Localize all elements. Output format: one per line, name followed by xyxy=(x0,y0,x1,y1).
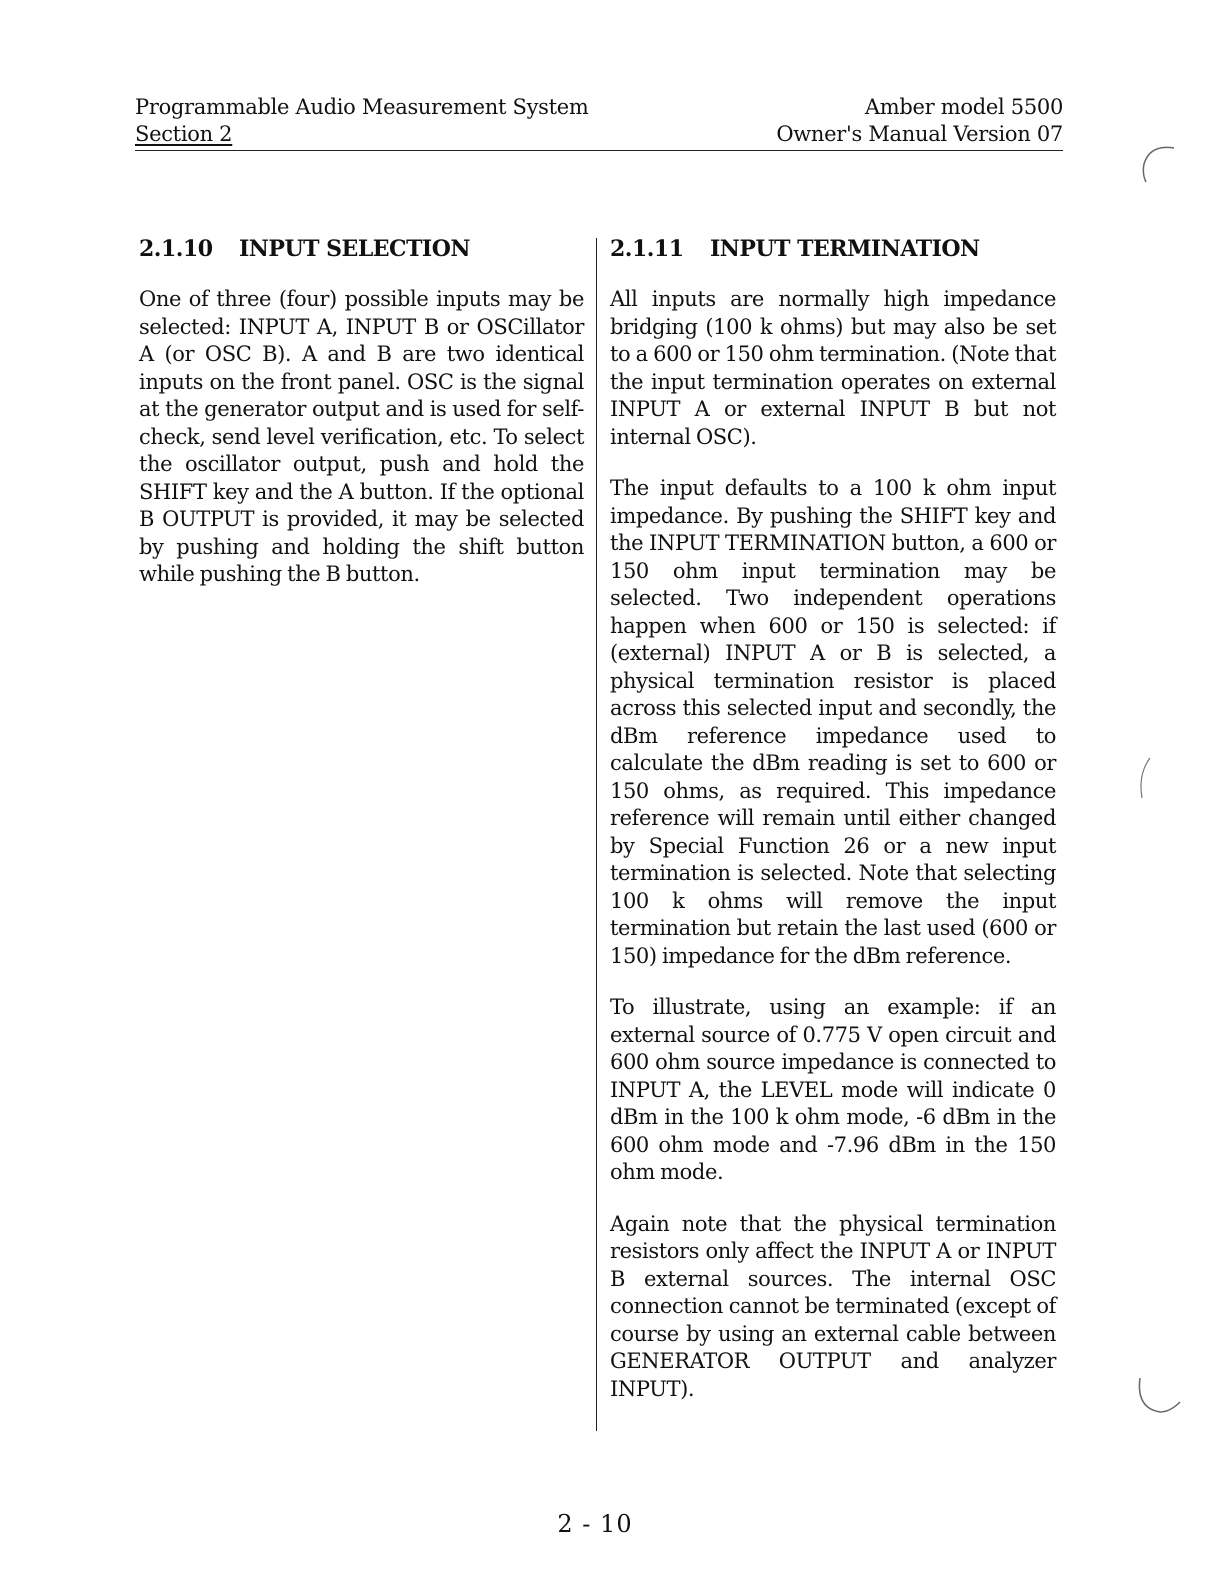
section-number: 2.1.11 xyxy=(610,236,684,262)
body-paragraph: All inputs are normally high impedance bridging (100 k ohms) but may also be set to a 600 or 150 ohm termination. (Note that the input termination operates on external INPUT A or external INPUT B but not internal OSC). xyxy=(610,287,1056,449)
section-number: 2.1.10 xyxy=(139,236,213,262)
page-number: 2 - 10 xyxy=(557,1510,633,1538)
manual-version: Owner's Manual Version 07 xyxy=(776,122,1063,146)
section-heading-input-selection xyxy=(139,234,584,264)
header-left xyxy=(135,94,589,148)
document-title: Programmable Audio Measurement System xyxy=(135,95,589,119)
column-divider xyxy=(596,238,597,1431)
section-label: Section 2 xyxy=(135,122,233,146)
body-paragraph: Again note that the physical termination resistors only affect the INPUT A or INPUT B external sources. The internal OSC connection cannot be terminated (except of course by using an external cable between GENERATOR OUTPUT and analyzer INPUT). xyxy=(610,1211,1056,1401)
section-title: INPUT TERMINATION xyxy=(710,236,980,262)
left-column xyxy=(139,234,584,613)
header-right xyxy=(776,94,1063,148)
section-title: INPUT SELECTION xyxy=(239,236,470,262)
body-paragraph: The input defaults to a 100 k ohm input impedance. By pushing the SHIFT key and the INPUT TERMINATION button, a 600 or 150 ohm input termination may be selected. Two independent operations happen when 600 or 150 is selected: if (external) INPUT A or B is selected, a physical termination resistor is placed across this selected input and secondly, the dBm reference impedance used to calculate the dBm reading is set to 600 or 150 ohms, as required. This impedance reference will remain until either changed by Special Function 26 or a new input termination is selected. Note that selecting 100 k ohms will remove the input termination but retain the last used (600 or 150) impedance for the dBm reference. xyxy=(610,476,1056,968)
right-column xyxy=(610,234,1056,1427)
product-model: Amber model 5500 xyxy=(864,95,1063,119)
binder-hole-mark-middle xyxy=(1136,756,1156,800)
body-paragraph: One of three (four) possible inputs may be selected: INPUT A, INPUT B or OSCillator A (or OSC B). A and B are two identical inputs on the front panel. OSC is the signal at the generator output and is used for self-check, send level verification, etc. To select the oscillator output, push and hold the SHIFT key and the A button. If the optional B OUTPUT is provided, it may be selected by pushing and holding the shift button while pushing the B button. xyxy=(139,287,584,586)
page-header xyxy=(135,94,1063,151)
binder-hole-mark-bottom xyxy=(1136,1378,1186,1418)
body-paragraph: To illustrate, using an example: if an external source of 0.775 V open circuit and 600 ohm source impedance is connected to INPUT A, the LEVEL mode will indicate 0 dBm in the 100 k ohm mode, -6 dBm in the 600 ohm mode and -7.96 dBm in the 150 ohm mode. xyxy=(610,995,1056,1184)
binder-hole-mark-top xyxy=(1140,144,1180,184)
section-heading-input-termination xyxy=(610,234,1056,264)
